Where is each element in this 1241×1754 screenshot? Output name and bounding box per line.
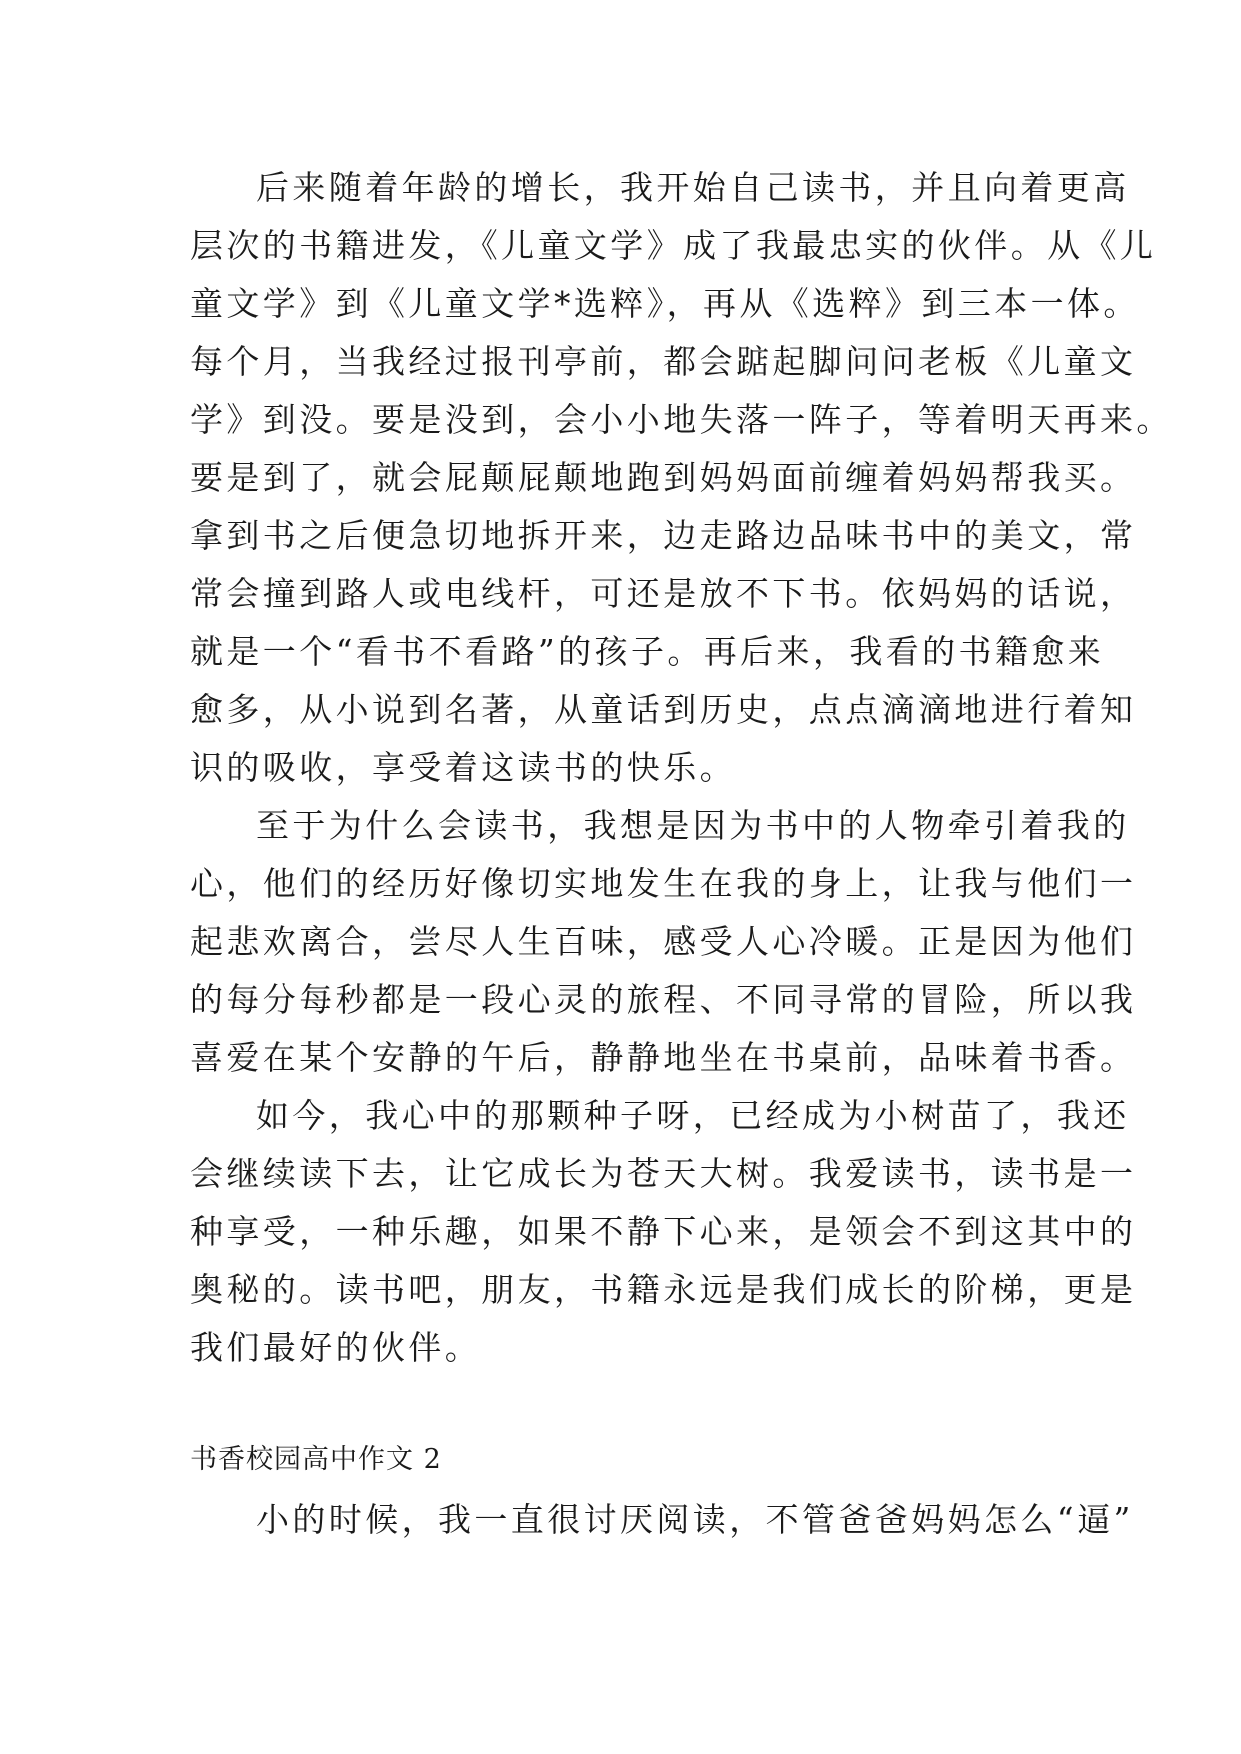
paragraph-2-line-2: 心，他们的经历好像切实地发生在我的身上，让我与他们一 <box>190 864 1137 903</box>
paragraph-2-line-4: 的每分每秒都是一段心灵的旅程、不同寻常的冒险，所以我 <box>190 980 1137 1019</box>
paragraph-1-line-9: 就是一个“看书不看路”的孩子。再后来，我看的书籍愈来 <box>190 632 1105 671</box>
paragraph-3-line-5: 我们最好的伙伴。 <box>190 1328 482 1367</box>
paragraph-3-line-1: 如今，我心中的那颗种子呀，已经成为小树苗了，我还 <box>256 1096 1130 1135</box>
paragraph-1-line-6: 要是到了，就会屁颠屁颠地跑到妈妈面前缠着妈妈帮我买。 <box>190 458 1137 497</box>
paragraph-2-line-5: 喜爱在某个安静的午后，静静地坐在书桌前，品味着书香。 <box>190 1038 1137 1077</box>
section-heading: 书香校园高中作文 2 <box>190 1444 442 1475</box>
paragraph-3-line-2: 会继续读下去，让它成长为苍天大树。我爱读书，读书是一 <box>190 1154 1137 1193</box>
paragraph-1-line-4: 每个月，当我经过报刊亭前，都会踮起脚问问老板《儿童文 <box>190 342 1137 381</box>
paragraph-1-line-10: 愈多，从小说到名著，从童话到历史，点点滴滴地进行着知 <box>190 690 1137 729</box>
paragraph-1-line-1: 后来随着年龄的增长，我开始自己读书，并且向着更高 <box>256 168 1130 207</box>
paragraph-3-line-4: 奥秘的。读书吧，朋友，书籍永远是我们成长的阶梯，更是 <box>190 1270 1137 1309</box>
paragraph-2-line-1: 至于为什么会读书，我想是因为书中的人物牵引着我的 <box>256 806 1130 845</box>
paragraph-1-line-7: 拿到书之后便急切地拆开来，边走路边品味书中的美文，常 <box>190 516 1137 555</box>
paragraph-1-line-2: 层次的书籍进发，《儿童文学》成了我最忠实的伙伴。从《儿 <box>190 226 1157 265</box>
paragraph-3-line-3: 种享受，一种乐趣，如果不静下心来，是领会不到这其中的 <box>190 1212 1137 1251</box>
paragraph-1-line-5: 学》到没。要是没到，会小小地失落一阵子，等着明天再来。 <box>190 400 1173 439</box>
paragraph-1-line-3: 童文学》到《儿童文学*选粹》，再从《选粹》到三本一体。 <box>190 284 1140 323</box>
paragraph-2-line-3: 起悲欢离合，尝尽人生百味，感受人心冷暖。正是因为他们 <box>190 922 1137 961</box>
paragraph-4-line-1: 小的时候，我一直很讨厌阅读，不管爸爸妈妈怎么“逼” <box>256 1500 1134 1539</box>
paragraph-1-line-8: 常会撞到路人或电线杆，可还是放不下书。依妈妈的话说， <box>190 574 1137 613</box>
paragraph-1-line-11: 识的吸收，享受着这读书的快乐。 <box>190 748 736 787</box>
